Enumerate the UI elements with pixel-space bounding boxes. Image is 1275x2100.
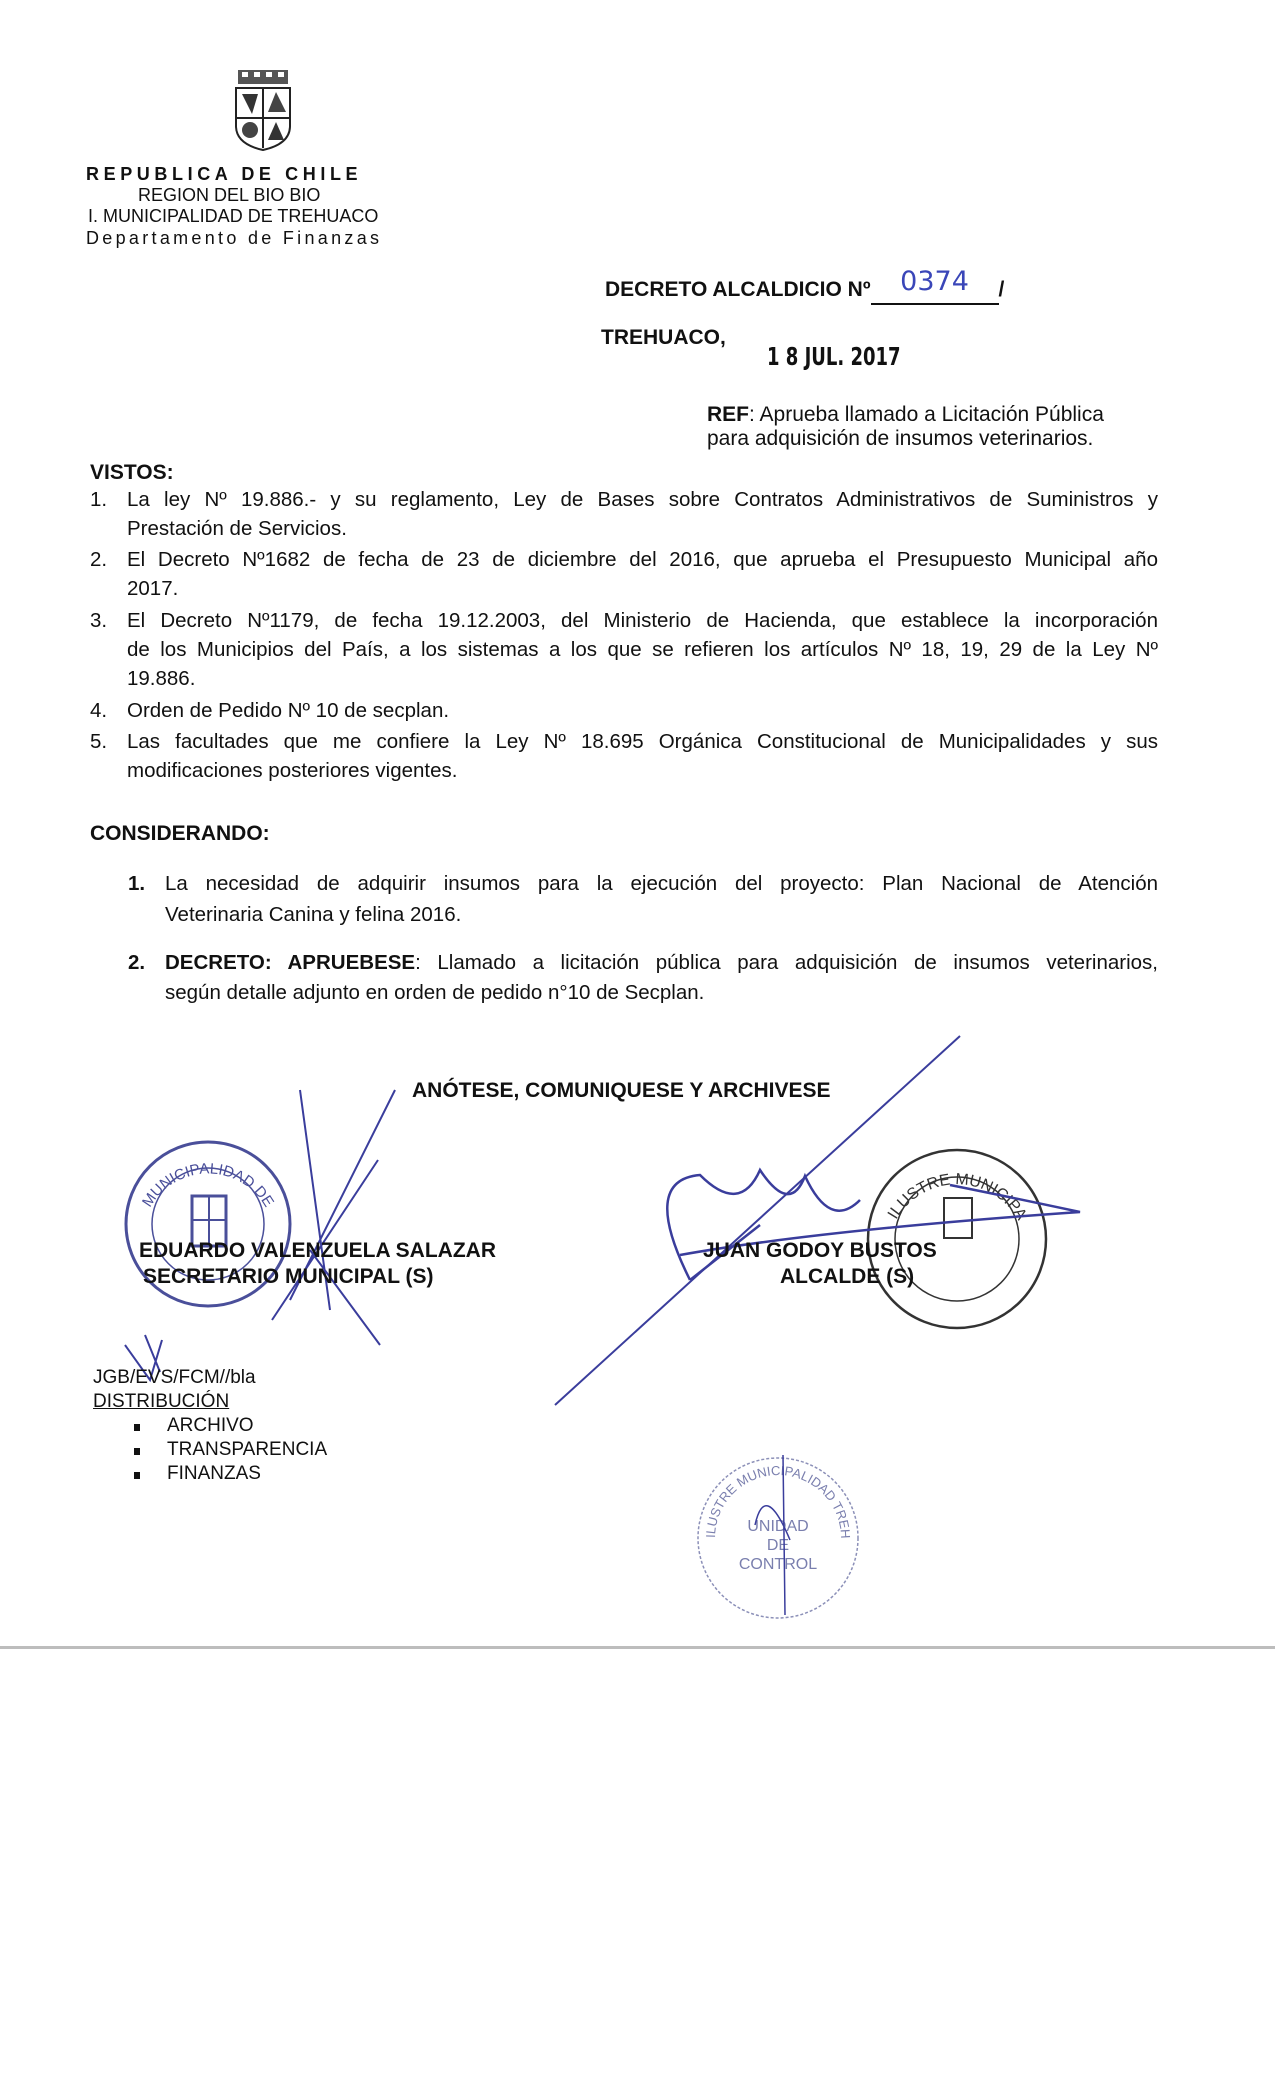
text-line: Veterinaria Canina y felina 2016.: [165, 903, 462, 926]
secretary-role: SECRETARIO MUNICIPAL (S): [143, 1265, 434, 1288]
page-edge: [0, 1646, 1275, 1649]
text-line: El Decreto Nº1682 de fecha de 23 de diciembre del 2016, que aprueba el Presupuesto Municipal año: [127, 548, 1158, 571]
stamp-center-text: UNIDAD: [747, 1518, 809, 1535]
text-line: según detalle adjunto en orden de pedido n°10 de Secplan.: [165, 981, 705, 1004]
text-line: Orden de Pedido Nº 10 de secplan.: [127, 699, 450, 722]
initials: JGB/EVS/FCM//bla: [93, 1367, 256, 1388]
decree-slash: /: [998, 278, 1005, 301]
stamp-ring-text: MUNICIPALIDAD DE TREHUACO: [114, 1125, 278, 1211]
vistos-num: 1.: [90, 488, 108, 511]
ref-label: REF: [707, 403, 749, 426]
vistos-num: 2.: [90, 548, 108, 571]
text-line: de los Municipios del País, a los sistemas a los que se refieren los artículos Nº 18, 19, 29 de la Ley Nº: [127, 638, 1158, 661]
stamp-ring-text: ILUSTRE MUNICIPALIDAD TREHUACO: [689, 1443, 854, 1539]
text-line: Las facultades que me confiere la Ley Nº 18.695 Orgánica Constitucional de Municipalidades y sus: [127, 730, 1158, 753]
vistos-num: 4.: [90, 699, 108, 722]
text-rest: : Llamado a licitación pública para adquisición de insumos veterinarios,: [415, 951, 1158, 974]
decree-number: 0374: [900, 266, 969, 297]
municipality-heading: I. MUNICIPALIDAD DE TREHUACO: [88, 206, 379, 226]
stamp-center-text: CONTROL: [738, 1556, 818, 1573]
ref-text-1: : Aprueba llamado a Licitación Pública: [749, 403, 1104, 426]
bullet-icon: [134, 1472, 140, 1479]
stamp-center-text: DE: [766, 1537, 790, 1554]
place-label: TREHUACO,: [601, 326, 726, 349]
control-unit-stamp: [689, 1443, 861, 1621]
mayor-name: JUAN GODOY BUSTOS: [703, 1239, 937, 1262]
considerando-num-2: 2.: [128, 951, 146, 974]
considerando-title: CONSIDERANDO:: [90, 822, 270, 845]
text-line: 2017.: [127, 577, 179, 600]
decree-label: DECRETO ALCALDICIO Nº: [605, 278, 871, 301]
text-line: modificaciones posteriores vigentes.: [127, 759, 458, 782]
country-heading: REPUBLICA DE CHILE: [86, 164, 363, 184]
text-line: El Decreto Nº1179, de fecha 19.12.2003, del Ministerio de Hacienda, que establece la incorporación: [127, 609, 1158, 632]
text-line: La necesidad de adquirir insumos para la ejecución del proyecto: Plan Nacional de Atención: [165, 872, 1158, 895]
date-stamp: 1 8 JUL. 2017: [767, 342, 901, 371]
ref-line-2: para adquisición de insumos veterinarios.: [707, 427, 1094, 450]
distribution-item: FINANZAS: [167, 1463, 261, 1484]
decree-approve-label: DECRETO: APRUEBESE: [165, 951, 416, 974]
closing-statement: ANÓTESE, COMUNIQUESE Y ARCHIVESE: [412, 1079, 831, 1102]
secretary-name: EDUARDO VALENZUELA SALAZAR: [139, 1239, 496, 1262]
department-heading: Departamento de Finanzas: [86, 228, 383, 248]
bullet-icon: [134, 1424, 140, 1431]
stamp-ring-text: ILUSTRE MUNICIPALIDAD TREHUACO: [859, 1135, 1030, 1224]
bullet-icon: [134, 1448, 140, 1455]
distribution-item: TRANSPARENCIA: [167, 1439, 328, 1460]
vistos-num: 3.: [90, 609, 108, 632]
text-line: La ley Nº 19.886.- y su reglamento, Ley de Bases sobre Contratos Administrativos de Suministros y: [127, 488, 1158, 511]
mayor-role: ALCALDE (S): [780, 1265, 915, 1288]
vistos-num: 5.: [90, 730, 108, 753]
distribution-title: DISTRIBUCIÓN: [93, 1391, 230, 1412]
text-line: 19.886.: [127, 667, 196, 690]
vistos-title: VISTOS:: [90, 461, 174, 484]
text-line: Prestación de Servicios.: [127, 517, 347, 540]
distribution-item: ARCHIVO: [167, 1415, 254, 1436]
region-heading: REGION DEL BIO BIO: [138, 185, 321, 205]
considerando-num-1: 1.: [128, 872, 146, 895]
